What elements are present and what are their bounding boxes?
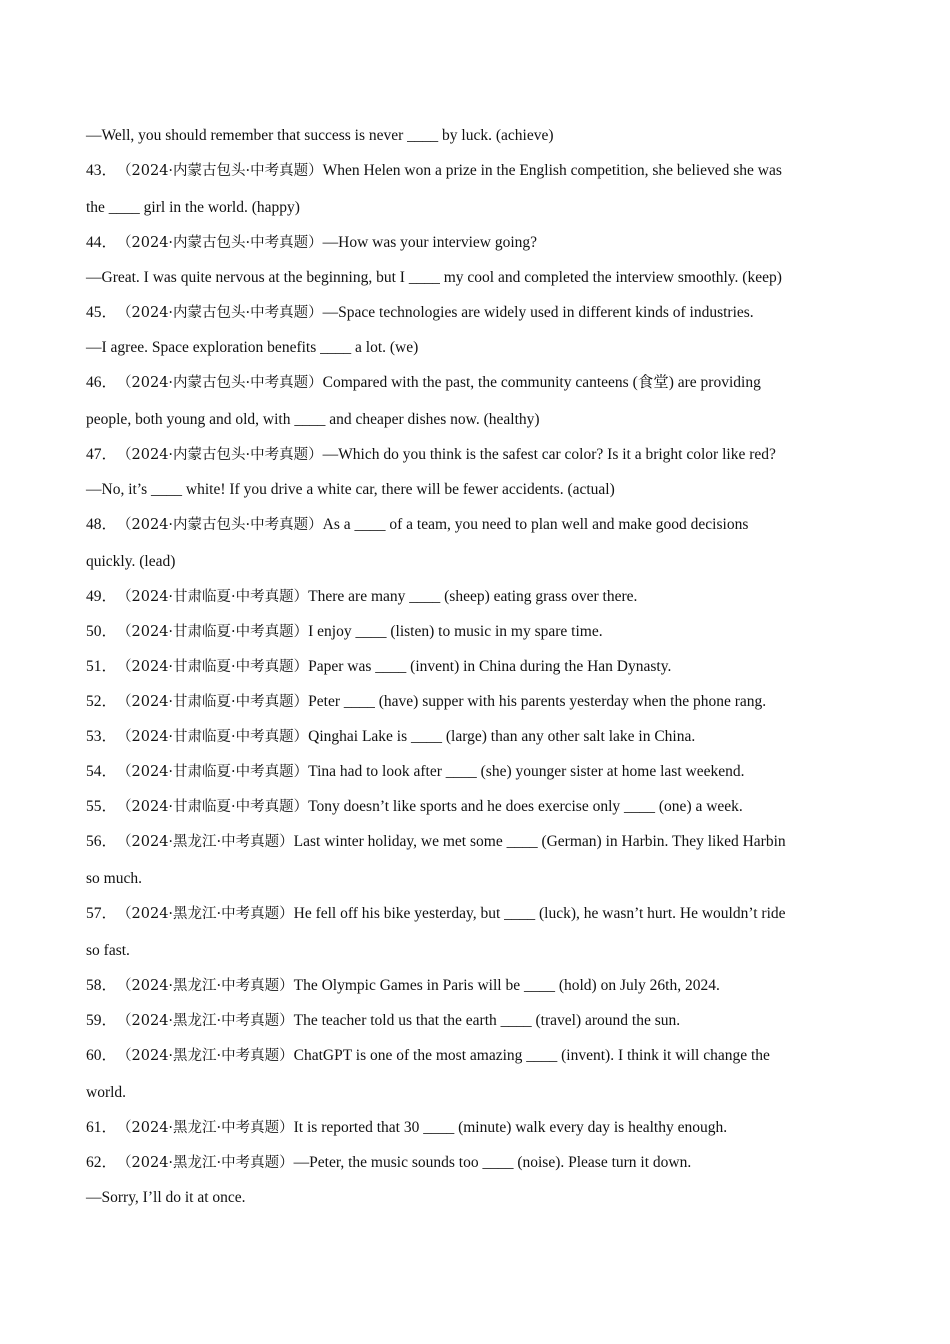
question-source: （2024·黑龙江·中考真题） <box>117 1048 294 1064</box>
question-source: （2024·甘肃临夏·中考真题） <box>117 659 309 675</box>
question-line <box>86 365 852 402</box>
question-line <box>86 437 852 472</box>
question-number: 51． <box>86 658 118 675</box>
question-line <box>86 153 852 190</box>
question-text: world. <box>86 1084 127 1101</box>
question-number: 50． <box>86 623 118 640</box>
question-number: 48． <box>86 516 118 533</box>
question-text: There are many ____ (sheep) eating grass over there. <box>308 588 638 605</box>
continuation-line <box>86 544 852 579</box>
question-line <box>86 719 852 754</box>
continuation-line <box>86 330 852 365</box>
question-source: （2024·黑龙江·中考真题） <box>117 906 294 922</box>
question-number: 47． <box>86 446 118 463</box>
question-source: （2024·内蒙古包头·中考真题） <box>117 305 323 321</box>
question-number: 49． <box>86 588 118 605</box>
document-page <box>86 118 852 1215</box>
question-line <box>86 896 852 933</box>
question-line <box>86 824 852 861</box>
question-number: 56． <box>86 833 118 850</box>
question-text: —Sorry, I’ll do it at once. <box>86 1189 246 1206</box>
continuation-line <box>86 861 852 896</box>
question-text: Tina had to look after ____ (she) younger sister at home last weekend. <box>308 763 745 780</box>
question-source: （2024·甘肃临夏·中考真题） <box>117 764 309 780</box>
continuation-line <box>86 190 852 225</box>
question-text: —Space technologies are widely used in different kinds of industries. <box>322 304 754 321</box>
question-line <box>86 579 852 614</box>
question-source: （2024·内蒙古包头·中考真题） <box>117 375 323 391</box>
question-number: 61． <box>86 1119 118 1136</box>
continuation-line <box>86 933 852 968</box>
question-number: 57． <box>86 905 118 922</box>
question-source: （2024·甘肃临夏·中考真题） <box>117 799 309 815</box>
question-text: so much. <box>86 870 142 887</box>
question-text: Paper was ____ (invent) in China during the Han Dynasty. <box>308 658 672 675</box>
question-text: The teacher told us that the earth ____ (travel) around the sun. <box>293 1012 681 1029</box>
continuation-line <box>86 1075 852 1110</box>
question-text: —Great. I was quite nervous at the beginning, but I ____ my cool and completed the interview smoothly. (keep) <box>86 269 782 286</box>
question-text: ChatGPT is one of the most amazing ____ (invent). I think it will change the <box>293 1047 770 1064</box>
question-source: （2024·甘肃临夏·中考真题） <box>117 589 309 605</box>
question-text: quickly. (lead) <box>86 553 176 570</box>
question-source: （2024·内蒙古包头·中考真题） <box>117 235 323 251</box>
question-number: 55． <box>86 798 118 815</box>
question-line <box>86 1110 852 1145</box>
question-text: —How was your interview going? <box>322 234 538 251</box>
question-line <box>86 1038 852 1075</box>
question-text: —Peter, the music sounds too ____ (noise). Please turn it down. <box>293 1154 692 1171</box>
question-text: so fast. <box>86 942 130 959</box>
question-text: Last winter holiday, we met some ____ (German) in Harbin. They liked Harbin <box>293 833 786 850</box>
question-text: I enjoy ____ (listen) to music in my spare time. <box>308 623 603 640</box>
question-line <box>86 1145 852 1180</box>
question-number: 59． <box>86 1012 118 1029</box>
question-text: It is reported that 30 ____ (minute) walk every day is healthy enough. <box>293 1119 728 1136</box>
question-line <box>86 507 852 544</box>
question-number: 58． <box>86 977 118 994</box>
question-source: （2024·甘肃临夏·中考真题） <box>117 729 309 745</box>
question-text: As a ____ of a team, you need to plan well and make good decisions <box>322 516 749 533</box>
continuation-line <box>86 1180 852 1215</box>
question-line <box>86 614 852 649</box>
question-number: 54． <box>86 763 118 780</box>
question-text: The Olympic Games in Paris will be ____ (hold) on July 26th, 2024. <box>293 977 720 994</box>
continuation-line <box>86 118 852 153</box>
question-line <box>86 968 852 1003</box>
question-source: （2024·甘肃临夏·中考真题） <box>117 694 309 710</box>
question-line <box>86 225 852 260</box>
question-text: Peter ____ (have) supper with his parents yesterday when the phone rang. <box>308 693 767 710</box>
question-text: —No, it’s ____ white! If you drive a white car, there will be fewer accidents. (actual) <box>86 481 615 498</box>
question-text: the ____ girl in the world. (happy) <box>86 199 300 216</box>
question-number: 52． <box>86 693 118 710</box>
question-line <box>86 295 852 330</box>
question-source: （2024·内蒙古包头·中考真题） <box>117 447 323 463</box>
question-text: —Well, you should remember that success is never ____ by luck. (achieve) <box>86 127 554 144</box>
question-source: （2024·黑龙江·中考真题） <box>117 1155 294 1171</box>
continuation-line <box>86 472 852 507</box>
question-source: （2024·黑龙江·中考真题） <box>117 1013 294 1029</box>
question-number: 44． <box>86 234 118 251</box>
question-line <box>86 789 852 824</box>
question-source: （2024·黑龙江·中考真题） <box>117 834 294 850</box>
question-number: 53． <box>86 728 118 745</box>
question-source: （2024·内蒙古包头·中考真题） <box>117 517 323 533</box>
question-text: Compared with the past, the community canteens (食堂) are providing <box>322 374 761 391</box>
question-source: （2024·甘肃临夏·中考真题） <box>117 624 309 640</box>
question-text: —I agree. Space exploration benefits ____ a lot. (we) <box>86 339 419 356</box>
question-line <box>86 649 852 684</box>
question-source: （2024·黑龙江·中考真题） <box>117 1120 294 1136</box>
question-line <box>86 754 852 789</box>
question-number: 45． <box>86 304 118 321</box>
question-text: —Which do you think is the safest car color? Is it a bright color like red? <box>322 446 776 463</box>
continuation-line <box>86 260 852 295</box>
question-source: （2024·黑龙江·中考真题） <box>117 978 294 994</box>
question-number: 46． <box>86 374 118 391</box>
question-number: 62． <box>86 1154 118 1171</box>
question-text: Qinghai Lake is ____ (large) than any other salt lake in China. <box>308 728 696 745</box>
question-number: 43． <box>86 162 118 179</box>
question-text: When Helen won a prize in the English competition, she believed she was <box>322 162 782 179</box>
question-text: He fell off his bike yesterday, but ____ (luck), he wasn’t hurt. He wouldn’t ride <box>293 905 786 922</box>
question-number: 60． <box>86 1047 118 1064</box>
question-text: Tony doesn’t like sports and he does exercise only ____ (one) a week. <box>308 798 743 815</box>
question-line <box>86 1003 852 1038</box>
continuation-line <box>86 402 852 437</box>
question-source: （2024·内蒙古包头·中考真题） <box>117 163 323 179</box>
question-line <box>86 684 852 719</box>
question-text: people, both young and old, with ____ and cheaper dishes now. (healthy) <box>86 411 540 428</box>
